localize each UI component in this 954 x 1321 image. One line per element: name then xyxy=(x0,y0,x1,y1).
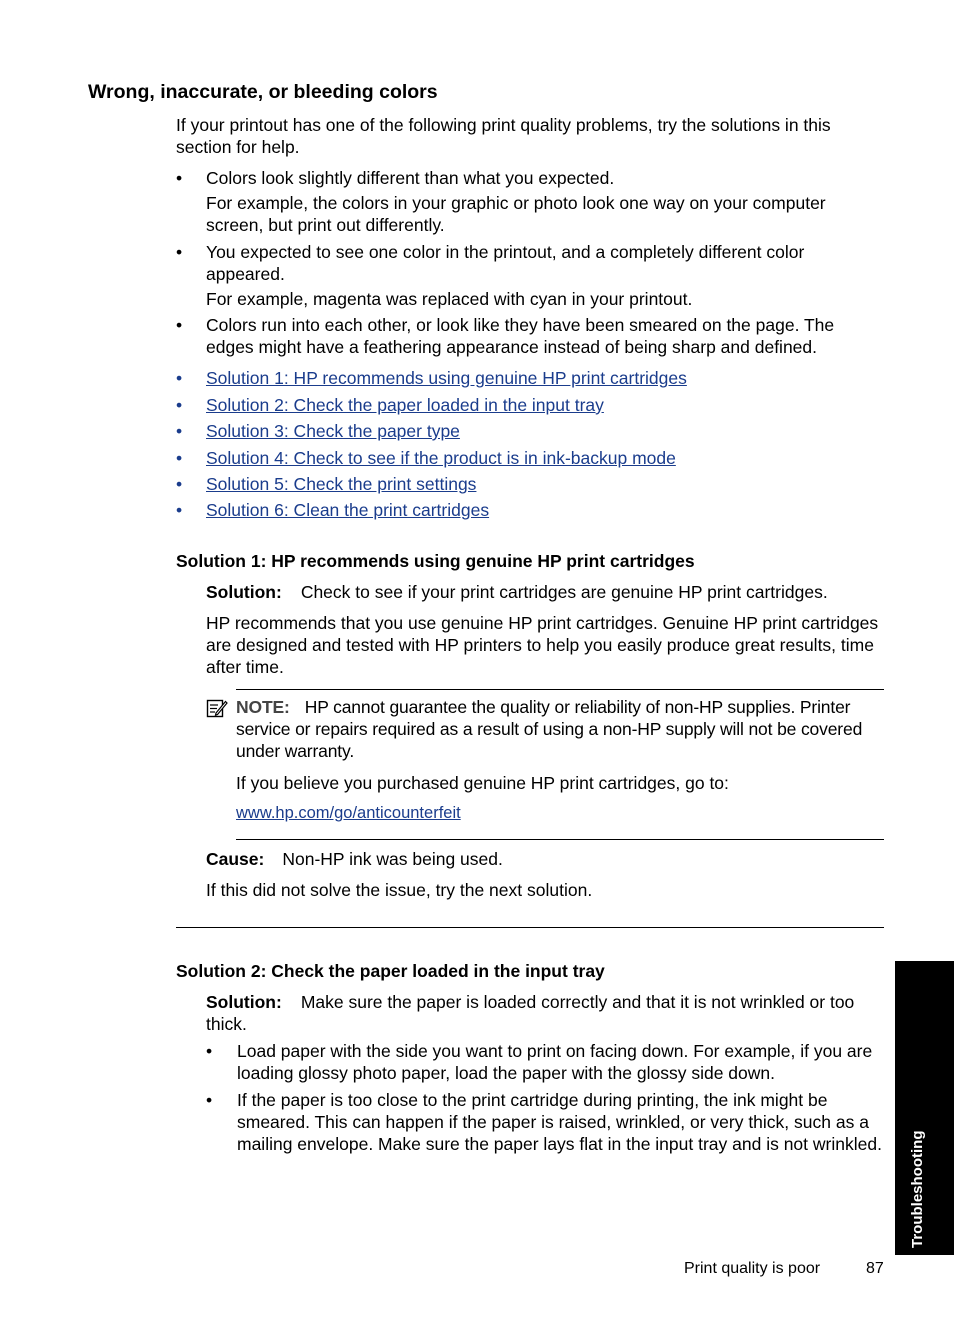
cause-label: Cause: xyxy=(206,849,265,869)
bullet: • xyxy=(176,448,183,468)
problem-text: Colors run into each other, or look like they have been smeared on the page. The edges might have a feathering appearance instead of being sharp and defined. xyxy=(206,315,835,357)
solution-1-link[interactable]: Solution 1: HP recommends using genuine HP print cartridges xyxy=(206,368,687,388)
solution-1-statement xyxy=(206,581,886,603)
problem-subtext: For example, the colors in your graphic or photo look one way on your computer screen, but print out differently. xyxy=(206,193,826,235)
bullet: • xyxy=(176,368,183,388)
solution-5-link[interactable]: Solution 5: Check the print settings xyxy=(206,474,477,494)
problem-text: Colors look slightly different than what you expected. xyxy=(206,168,615,188)
note-icon xyxy=(206,697,228,719)
solution-3-link[interactable]: Solution 3: Check the paper type xyxy=(206,421,460,441)
note-body: HP cannot guarantee the quality or reliability of non-HP supplies. Printer service or repairs required as a result of using a non-HP supply will not be covered under warranty. xyxy=(236,697,863,761)
side-tab-label: Troubleshooting xyxy=(909,1130,926,1248)
section-divider xyxy=(176,927,884,928)
bullet: • xyxy=(206,1090,213,1110)
bullet: • xyxy=(176,168,183,188)
solution-2-link[interactable]: Solution 2: Check the paper loaded in the input tray xyxy=(206,395,604,415)
problem-subtext: For example, magenta was replaced with cyan in your printout. xyxy=(206,289,693,309)
solution-label: Solution: xyxy=(206,582,282,602)
solution-4-link[interactable]: Solution 4: Check to see if the product is in ink-backup mode xyxy=(206,448,676,468)
cause-text: Non-HP ink was being used. xyxy=(282,849,503,869)
solution-text: Make sure the paper is loaded correctly and that it is not wrinkled or too thick. xyxy=(206,992,855,1034)
solution-label: Solution: xyxy=(206,992,282,1012)
bullet: • xyxy=(206,1041,213,1061)
solution-1-heading: Solution 1: HP recommends using genuine HP print cartridges xyxy=(176,551,695,571)
next-solution-text: If this did not solve the issue, try the next solution. xyxy=(206,880,593,900)
note-label: NOTE: xyxy=(236,697,290,717)
note-bottom-rule xyxy=(236,839,884,840)
bullet: • xyxy=(176,421,183,441)
solution-2-statement xyxy=(206,991,886,1035)
section-heading: Wrong, inaccurate, or bleeding colors xyxy=(88,81,438,103)
bullet: • xyxy=(176,242,183,262)
bullet: • xyxy=(176,315,183,335)
bullet: • xyxy=(176,474,183,494)
bullet: • xyxy=(176,500,183,520)
bullet-text: Load paper with the side you want to print on facing down. For example, if you are loading glossy photo paper, load the paper with the glossy side down. xyxy=(237,1041,873,1083)
footer-section-name: Print quality is poor xyxy=(684,1260,821,1277)
bullet: • xyxy=(176,395,183,415)
solution-1-body: HP recommends that you use genuine HP print cartridges. Genuine HP print cartridges are designed and tested with HP printers to help you easily produce great results, time after time. xyxy=(206,613,879,677)
note-top-rule xyxy=(236,689,884,690)
solution-text: Check to see if your print cartridges are genuine HP print cartridges. xyxy=(300,582,828,602)
note-text xyxy=(236,696,886,762)
anticounterfeit-link[interactable]: www.hp.com/go/anticounterfeit xyxy=(236,804,461,822)
intro-paragraph: If your printout has one of the following print quality problems, try the solutions in this section for help. xyxy=(176,115,831,157)
bullet-text: If the paper is too close to the print cartridge during printing, the ink might be smeared. This can happen if the paper is raised, wrinkled, or very thick, such as a mailing envelope. Make sure the paper lays flat in the input tray and is not wrinkled. xyxy=(237,1090,882,1154)
problem-text: You expected to see one color in the printout, and a completely different color appeared. xyxy=(206,242,805,284)
solution-2-heading: Solution 2: Check the paper loaded in the input tray xyxy=(176,961,605,981)
cause-statement xyxy=(206,848,886,870)
solution-6-link[interactable]: Solution 6: Clean the print cartridges xyxy=(206,500,490,520)
note-followup: If you believe you purchased genuine HP print cartridges, go to: xyxy=(236,773,729,793)
page-number: 87 xyxy=(866,1260,884,1277)
